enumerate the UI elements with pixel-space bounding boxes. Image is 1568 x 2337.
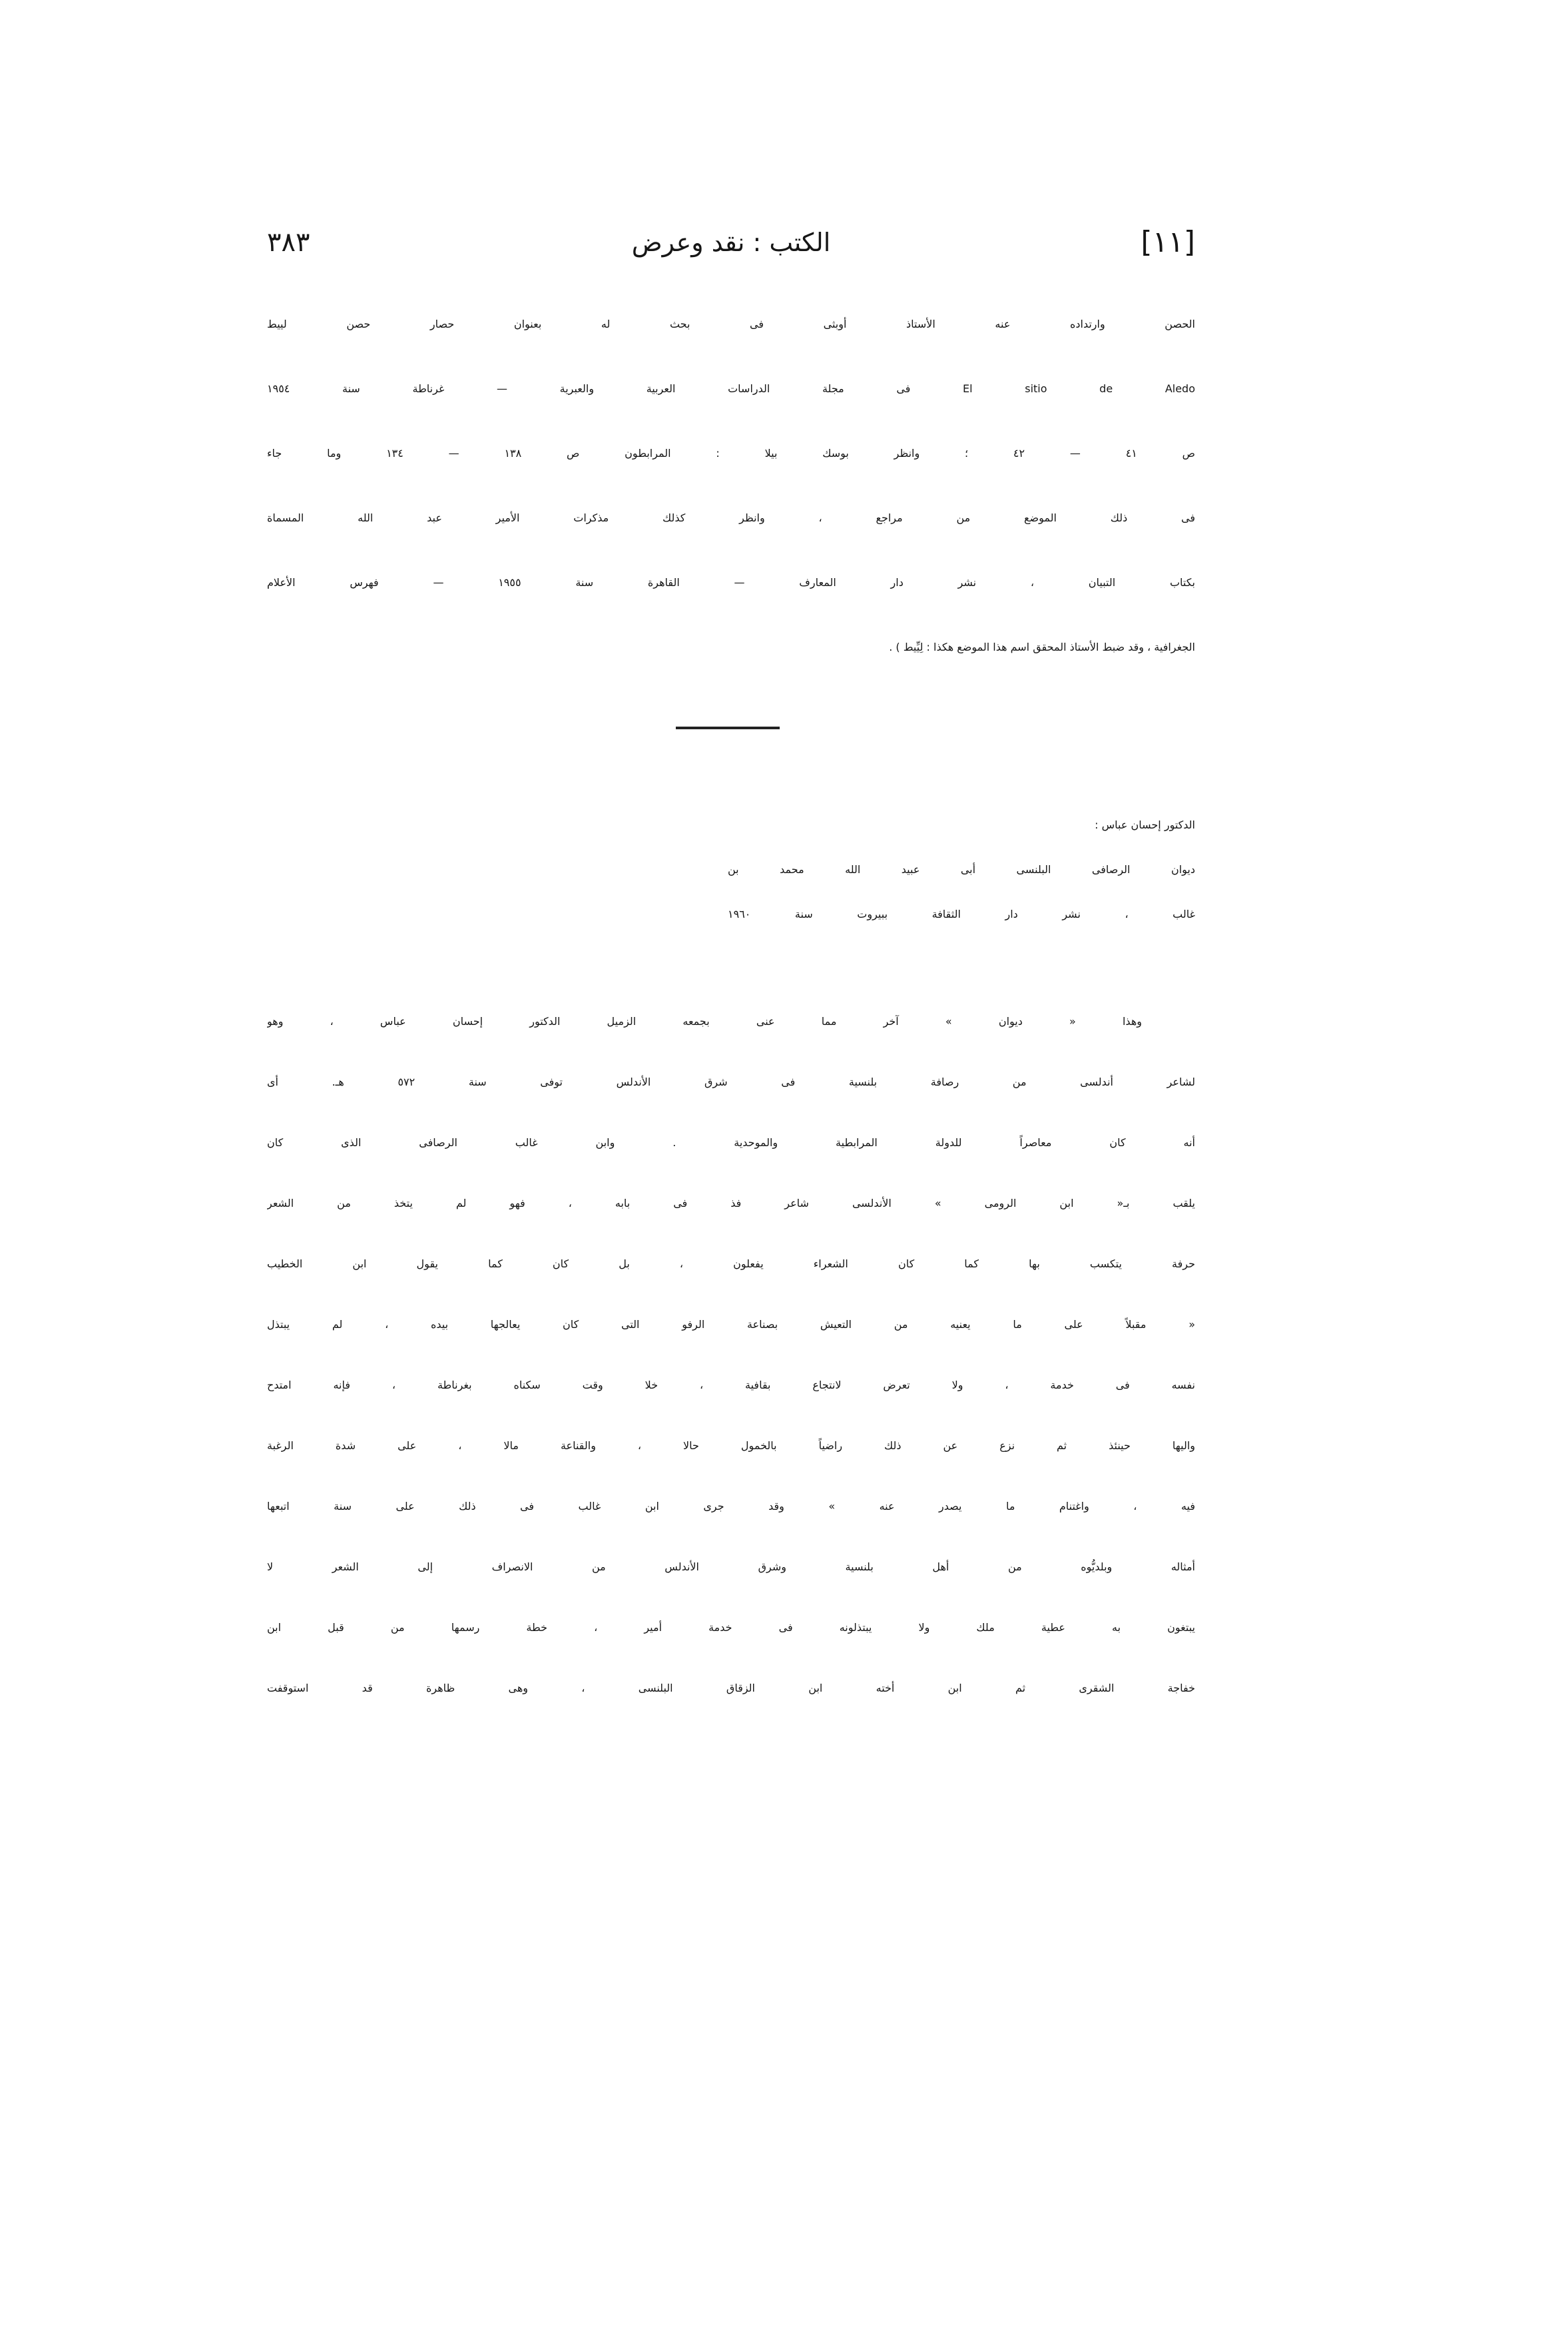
separator-rule [676,727,780,729]
body-line: واليها حينئذ ثم نزع عن ذلك راضياً بالخمول حالا ، والقناعة مالا ، على شدة الرغبة [267,1439,1195,1452]
citation-author: الدكتور إحسان عباس : [1095,819,1195,831]
text-line: الجغرافية ، وقد ضبط الأستاذ المحقق اسم هذا الموضع هكذا : لِيِّيط ) . [889,641,1195,653]
body-line: أنه كان معاصراً للدولة المرابطية والموحدية . وابن غالب الرصافى الذى كان [267,1136,1195,1149]
body-line: أمثاله وبلديُّوه من أهل بلنسية وشرق الأندلس من الانصراف إلى الشعر لا [267,1560,1195,1573]
review-citation [728,803,1195,936]
body-line: خفاجة الشقرى ثم ابن أخته ابن الزقاق البلنسى ، وهى ظاهرة قد استوقفت [267,1682,1195,1694]
body-line: « مقبلاً على ما يعنيه من التعيش بصناعة الرفو التى كان يعالجها بيده ، لم يبتذل [267,1318,1195,1331]
body-line: نفسه فى خدمة ، ولا تعرض لانتجاع بقافية ، خلا وقت سكناه بغرناطة ، فإنه امتدح [267,1379,1195,1391]
continued-paragraph [267,292,1195,679]
text-line: بكتاب التبيان ، نشر دار المعارف — القاهرة سنة ١٩٥٥ — فهرس الأعلام [267,576,1195,589]
body-line: يلقب بـ« ابن الرومى » الأندلسى شاعر فذ فى بابه ، فهو لم يتخذ من الشعر [267,1197,1195,1209]
running-title: الكتب : نقد وعرض [631,228,831,257]
section-number: [١١] [1141,225,1195,259]
body-line: وهذا « ديوان » آخر مما عنى بجمعه الزميل الدكتور إحسان عباس ، وهو [267,1015,1142,1028]
text-line: الحصن وارتداده عنه الأستاذ أوبثى فى بحث له بعنوان حصار حصن لييط [267,318,1195,330]
page-number: ٣٨٣ [267,227,310,258]
review-body [267,991,1195,1718]
body-line: لشاعر أندلسى من رصافة بلنسية فى شرق الأندلس توفى سنة ٥٧٢ هـ. أى [267,1076,1195,1088]
citation-title-line: غالب ، نشر دار الثقافة ببيروت سنة ١٩٦٠ [728,908,1195,920]
body-line: حرفة يتكسب بها كما كان الشعراء يفعلون ، بل كان كما يقول ابن الخطيب [267,1257,1195,1270]
citation-title-line: ديوان الرصافى البلنسى أبى عبيد الله محمد بن [728,863,1195,876]
body-line: يبتغون به عطية ملك ولا يبتذلونه فى خدمة أمير ، خطة رسمها من قبل ابن [267,1621,1195,1634]
body-line: فيه ، واغتنام ما يصدر عنه » وقد جرى ابن غالب فى ذلك على سنة اتبعها [267,1500,1195,1512]
text-line: ص ٤١ — ٤٢ ؛ وانظر بوسك بيلا : المرابطون ص ١٣٨ — ١٣٤ وما جاء [267,447,1195,460]
text-line: فى ذلك الموضع من مراجع ، وانظر كذلك مذكرات الأمير عبد الله المسماة [267,511,1195,524]
text-line: El sitio de Aledo فى مجلة الدراسات العربية والعبرية — غرناطة سنة ١٩٥٤ [267,382,1195,395]
